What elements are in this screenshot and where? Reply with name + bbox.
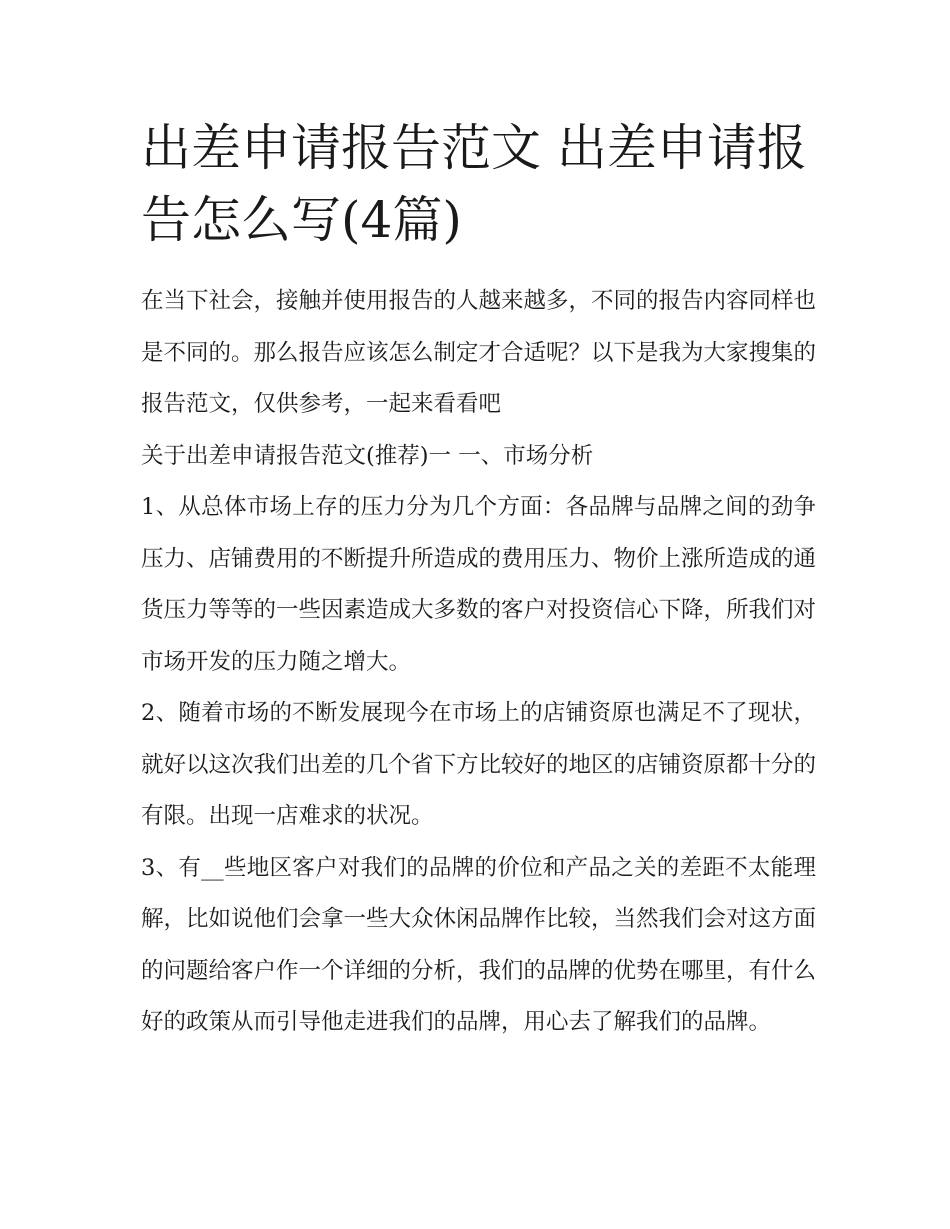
paragraph-point-2: 2、随着市场的不断发展现今在市场上的店铺资原也满足不了现状，就好以这次我们出差的几个省下方比较好的地区的店铺资原都十分的有限。出现一店难求的状况。 bbox=[141, 700, 817, 829]
paragraph-point-3: 3、有__些地区客户对我们的品牌的价位和产品之关的差距不太能理解，比如说他们会拿一些大众休闲品牌作比较，当然我们会对这方面的问题给客户作一个详细的分析，我们的品牌的优势在哪里，有什么好的政策从而引导他走进我们的品牌，用心去了解我们的品牌。 bbox=[141, 854, 817, 1035]
paragraph-point-1: 1、从总体市场上存的压力分为几个方面：各品牌与品牌之间的劲争压力、店铺费用的不断提升所造成的费用压力、物价上涨所造成的通货压力等等的一些因素造成大多数的客户对投资信心下降，所我们对市场开发的压力随之增大。 bbox=[141, 494, 817, 675]
paragraph-intro: 在当下社会，接触并使用报告的人越来越多，不同的报告内容同样也是不同的。那么报告应该怎么制定才合适呢？以下是我为大家搜集的报告范文，仅供参考，一起来看看吧 bbox=[141, 288, 817, 417]
paragraph-section-heading: 关于出差申请报告范文(推荐)一 一、市场分析 bbox=[141, 442, 594, 469]
document-title: 出差申请报告范文 出差申请报告怎么写(4篇) bbox=[141, 119, 807, 249]
document-body bbox=[141, 276, 816, 1049]
document-page bbox=[141, 112, 816, 1049]
